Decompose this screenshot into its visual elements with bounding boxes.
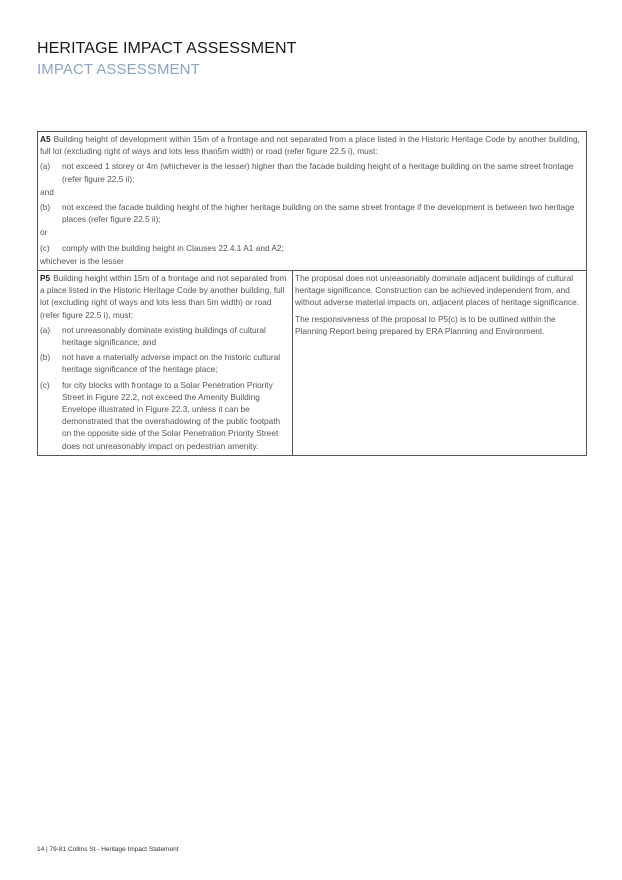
a5-item-a-label: (a) [40, 161, 51, 172]
a5-or: or [40, 227, 48, 238]
p5-intro-text: Building height within 15m of a frontage and not separated from a place listed in the Historic Heritage Code by another building, full lot (excluding right of ways and lots less than 5m width) or road (refer figure 22.5 i), must: [40, 273, 287, 320]
a5-code: A5 [40, 134, 51, 144]
p5-code: P5 [40, 273, 51, 284]
a5-and: and [40, 186, 54, 197]
section-subtitle: IMPACT ASSESSMENT [37, 61, 200, 78]
a5-cell [38, 132, 587, 271]
p5-item-b-label: (b) [40, 352, 51, 363]
p5-intro [40, 272, 290, 321]
assessment-table [37, 131, 587, 456]
a5-intro-text: Building height of development within 15m of a frontage and not separated from a place listed in the Historic Heritage Code by another building, full lot (excluding right of ways and lots less than5m width) or road (refer figure 22.5 i), must: [40, 134, 580, 157]
a5-item-c-label: (c) [40, 242, 50, 253]
a5-item-a-text: not exceed 1 storey or 4m (whichever is the lesser) higher than the facade building height of a heritage building on the same street frontage (refer figure 22.5 ii); [62, 161, 574, 184]
p5-item-a-text: not unreasonably dominate existing buildings of cultural heritage significance; and [62, 324, 266, 348]
page-title: HERITAGE IMPACT ASSESSMENT [37, 40, 297, 57]
p5-item-b-text: not have a materially adverse impact on the historic cultural heritage significance of the heritage place; [62, 352, 281, 375]
response-cell [293, 271, 587, 456]
a5-item-c-text: comply with the building height in Clauses 22.4.1 A1 and A2; [62, 242, 284, 253]
page-footer: 14 | 79-81 Collins St - Heritage Impact Statement [37, 846, 179, 853]
p5-cell [38, 271, 293, 456]
response-paragraph-2: The responsiveness of the proposal to P5(c) is to be outlined within the Planning Report being prepared by ERA Planning and Environment. [295, 313, 556, 336]
response-paragraph-1: The proposal does not unreasonably dominate adjacent buildings of cultural heritage significance. Construction can be achieved independent from, and without adverse material impacts on, adjacent places of heritage significance. [295, 273, 580, 308]
table-row-a5 [38, 132, 587, 271]
a5-item-b-label: (b) [40, 202, 51, 213]
a5-item-c [40, 242, 584, 254]
p5-item-b [40, 351, 290, 375]
a5-closing: whichever is the lesser [40, 255, 124, 266]
a5-intro [40, 133, 584, 157]
a5-item-a [40, 160, 584, 184]
p5-item-c [40, 379, 290, 452]
a5-item-b [40, 201, 584, 225]
p5-item-a [40, 324, 290, 348]
a5-item-b-text: not exceed the facade building height of the higher heritage building on the same street frontage if the development is between two heritage places (refer figure 22.5 ii); [62, 202, 575, 225]
p5-item-a-label: (a) [40, 324, 51, 335]
table-row-p5 [38, 271, 587, 456]
p5-item-c-label: (c) [40, 379, 50, 390]
p5-item-c-text: for city blocks with frontage to a Solar Penetration Priority Street in Figure 22.2, not exceed the Amenity Building Envelope illustrated in Figure 22.3, unless it can be demonstrated that the overshadowing of the public footpath on the opposite side of the Solar Penetration Priority Street does not unreasonably impact on pedestrian amenity. [62, 379, 281, 451]
